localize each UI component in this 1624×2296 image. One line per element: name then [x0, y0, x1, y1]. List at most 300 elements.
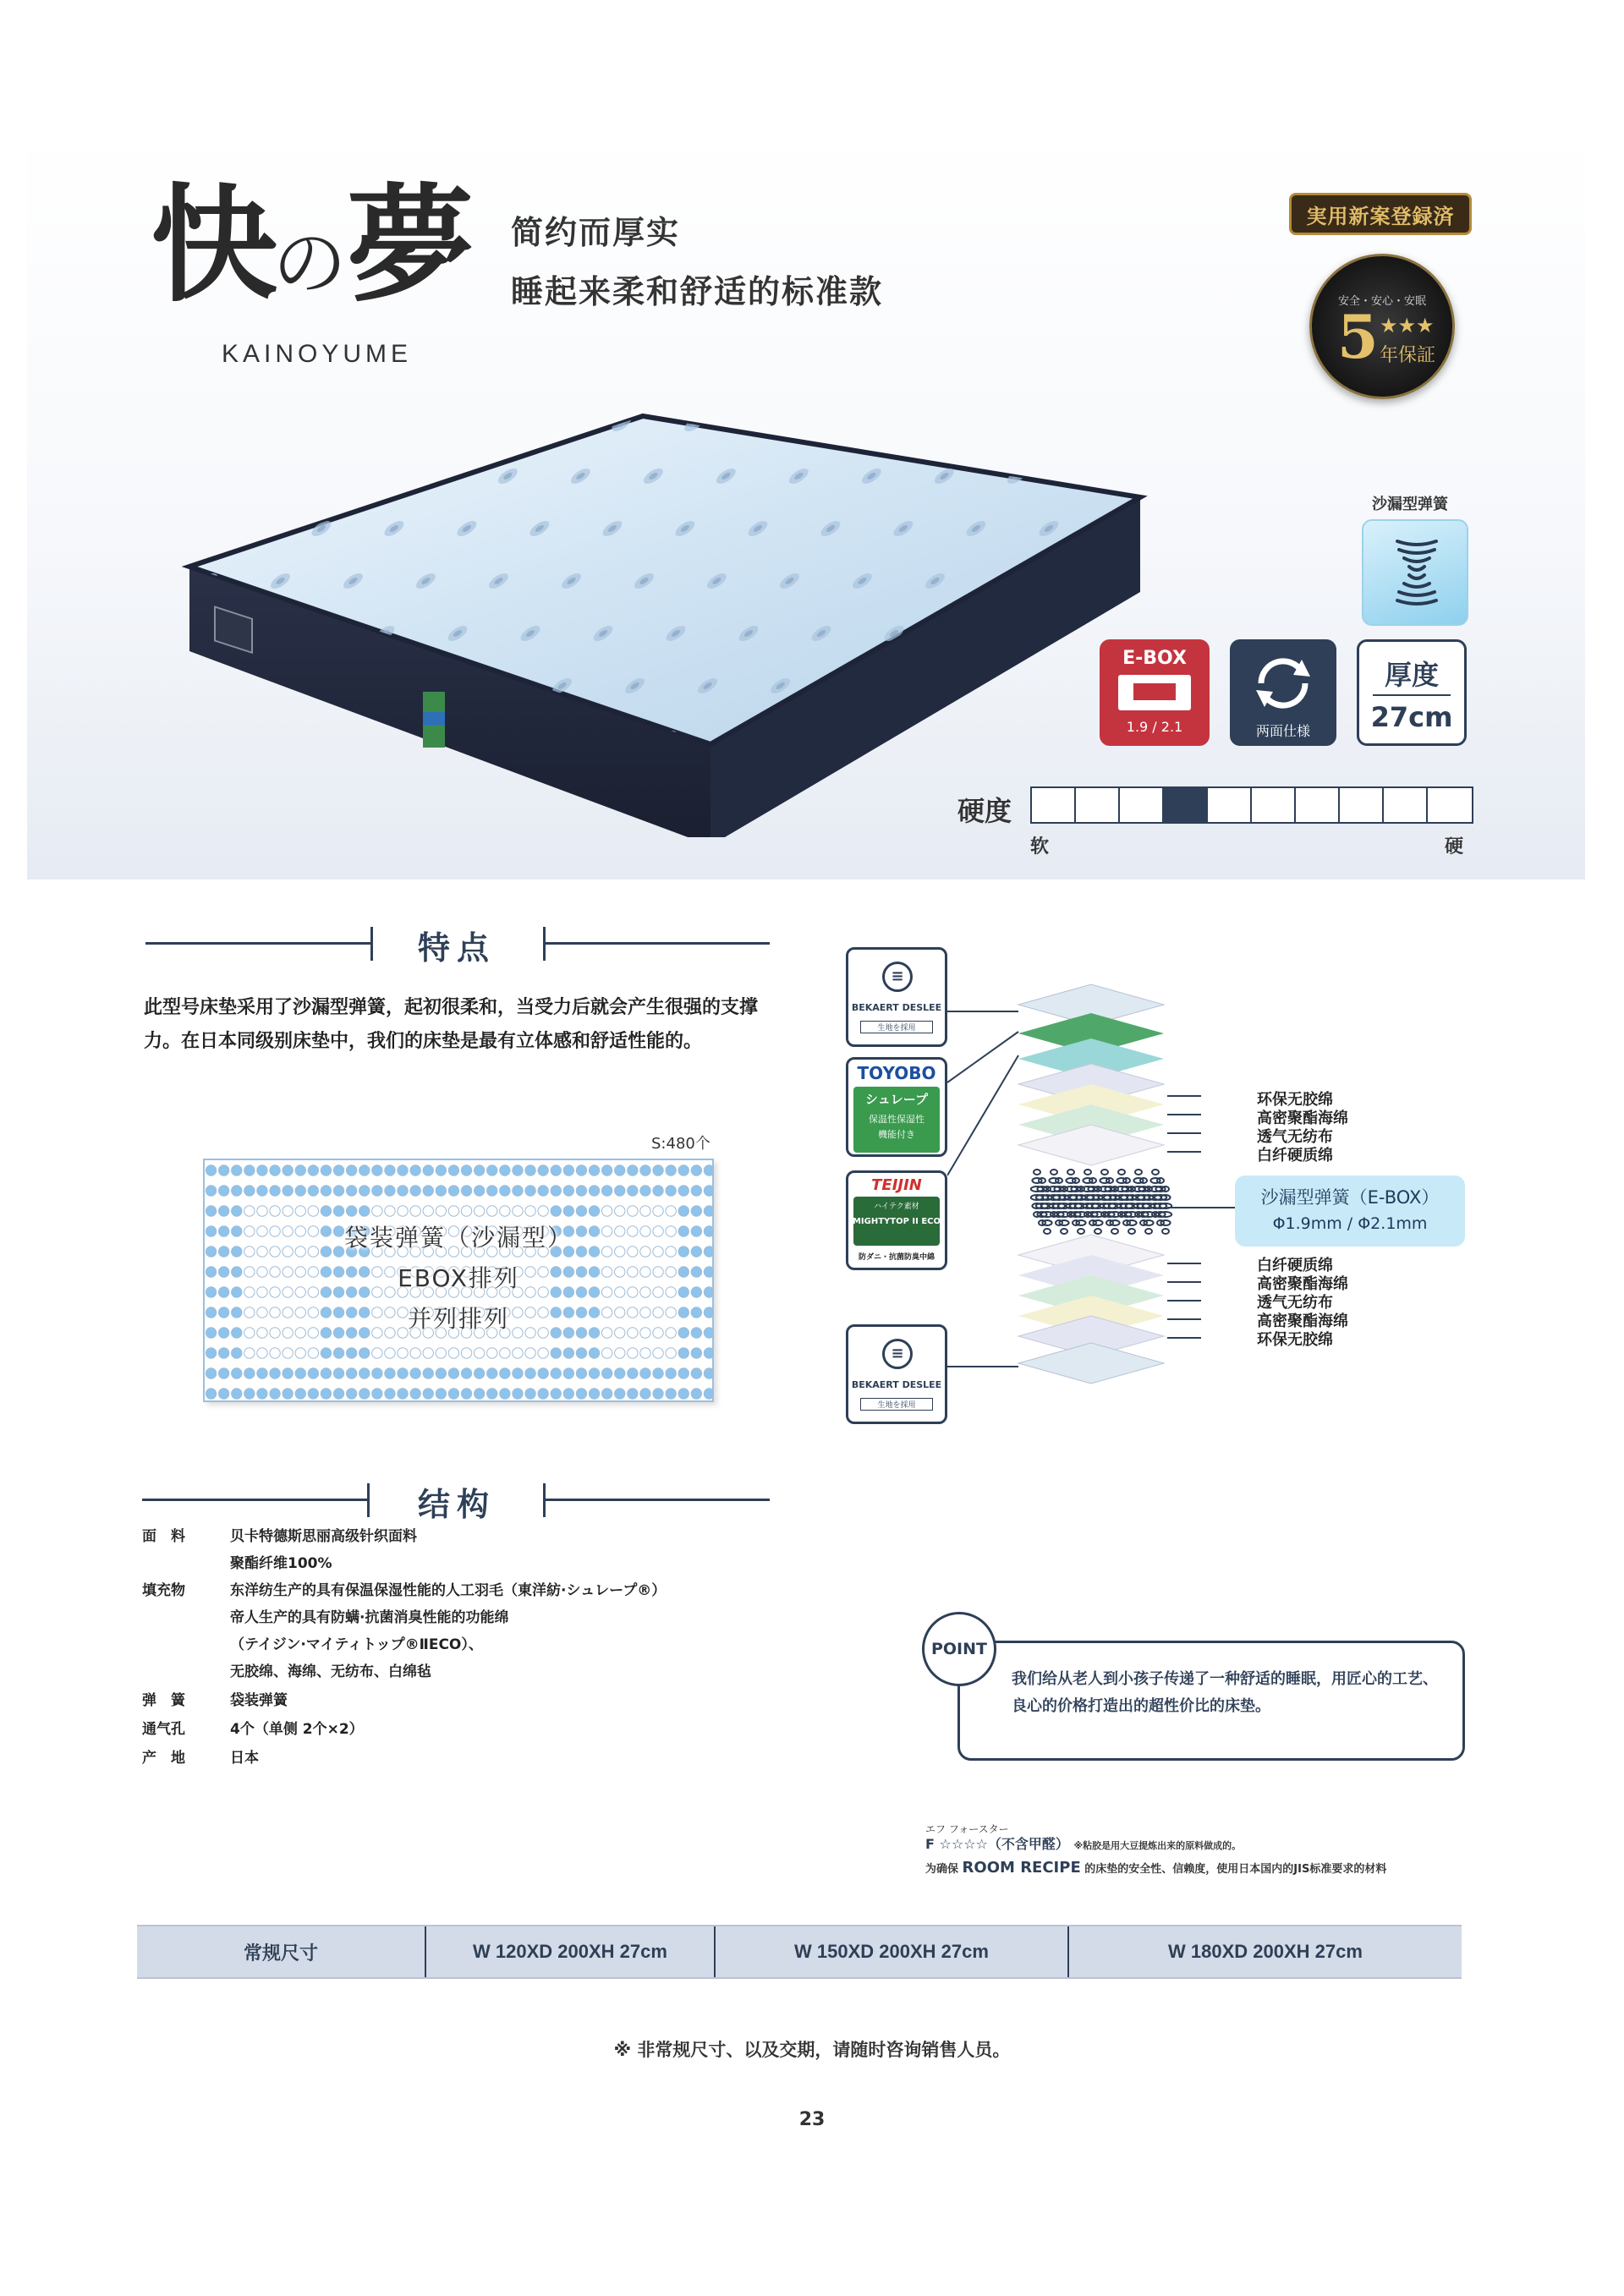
- spring-coil: [704, 1368, 714, 1378]
- spring-coil: [704, 1348, 714, 1358]
- spring-coil: [1061, 1229, 1067, 1234]
- spring-coil: [283, 1165, 293, 1175]
- spring-coil: [295, 1186, 305, 1196]
- spring-coil: [385, 1348, 395, 1358]
- spring-coil: [666, 1186, 676, 1196]
- spring-coil: [295, 1348, 305, 1358]
- spring-grid-label-3: 并列排列: [407, 1305, 509, 1333]
- spring-coil: [628, 1389, 638, 1399]
- spring-coil: [321, 1348, 331, 1358]
- spring-coil: [206, 1206, 216, 1216]
- fstar-note-suffix: 的床垫的安全性、信赖度，使用日本国内的JIS标准要求的材料: [1084, 1863, 1387, 1876]
- features-text: 此型号床垫采用了沙漏型弹簧，起初很柔和，当受力后就会产生很强的支撑力。在日本同级别床垫中，我们的床垫是最有立体感和舒适性能的。: [144, 997, 759, 1052]
- spring-coil: [1095, 1229, 1101, 1234]
- two-sided-label: 两面仕様: [1255, 723, 1310, 739]
- spring-coil: [398, 1186, 408, 1196]
- spring-coil: [359, 1165, 370, 1175]
- spring-coil: [1152, 1170, 1159, 1175]
- spring-coil: [257, 1368, 267, 1378]
- spring-coil: [474, 1186, 484, 1196]
- spring-coil: [615, 1389, 625, 1399]
- spring-coil: [474, 1206, 484, 1216]
- spring-coil: [218, 1186, 228, 1196]
- spring-coil: [1059, 1220, 1068, 1225]
- spring-coil: [576, 1206, 586, 1216]
- hardness-cell: [1120, 788, 1164, 822]
- spring-coil: [538, 1186, 548, 1196]
- spring-coil: [500, 1165, 510, 1175]
- spring-coil: [359, 1206, 370, 1216]
- spring-coil: [589, 1165, 599, 1175]
- spring-coil: [461, 1348, 471, 1358]
- spring-coil: [308, 1368, 318, 1378]
- spring-coil: [244, 1368, 255, 1378]
- spec-value: 帝人生产的具有防螨·抗菌消臭性能的功能绵: [230, 1609, 509, 1626]
- hardness-cell: [1076, 788, 1120, 822]
- rotate-arrows-icon: [1249, 649, 1317, 717]
- spring-coil: [615, 1348, 625, 1358]
- spec-key-vents: 通气孔: [142, 1721, 185, 1738]
- spec-key-spring: 弹 簧: [142, 1692, 185, 1709]
- spring-coil: [589, 1348, 599, 1358]
- ebox-title: E-BOX: [1122, 648, 1187, 669]
- spring-coil: [601, 1206, 612, 1216]
- spec-value: 东洋纺生产的具有保温保湿性能的人工羽毛（東洋紡·シュレープ®）: [230, 1582, 667, 1599]
- bekaert-top-name: BEKAERT DESLEE: [851, 1002, 942, 1013]
- spec-key-origin: 产 地: [142, 1750, 185, 1767]
- spring-coil: [678, 1186, 689, 1196]
- spring-coil: [436, 1206, 446, 1216]
- room-recipe-brand: ROOM RECIPE: [962, 1859, 1081, 1877]
- product-title-roman: KAINOYUME: [222, 340, 413, 368]
- spring-coil: [551, 1348, 561, 1358]
- hardness-cell: [1164, 788, 1208, 822]
- spec-value: 贝卡特德斯思丽高级针织面料: [230, 1528, 417, 1545]
- size-cell-120: W 120XD 200XH 27cm: [426, 1926, 716, 1977]
- spring-coil: [232, 1165, 242, 1175]
- spring-coil: [601, 1368, 612, 1378]
- spring-coil: [232, 1348, 242, 1358]
- spring-spec-title: 沙漏型弹簧（E-BOX）: [1260, 1187, 1440, 1208]
- spring-coil: [461, 1206, 471, 1216]
- spring-coil: [678, 1389, 689, 1399]
- spring-coil: [601, 1348, 612, 1358]
- spring-coil: [410, 1206, 420, 1216]
- spring-coil: [232, 1368, 242, 1378]
- spring-coil: [691, 1389, 701, 1399]
- spring-spec-size: Φ1.9mm / Φ2.1mm: [1272, 1214, 1428, 1233]
- hardness-hard-label: 硬: [1445, 836, 1464, 858]
- spring-coil: [1135, 1170, 1142, 1175]
- spring-coil: [678, 1348, 689, 1358]
- fstar-ruby: エフ フォースター: [925, 1823, 1009, 1835]
- spring-coil: [551, 1186, 561, 1196]
- spring-coil: [372, 1348, 382, 1358]
- spring-coil: [333, 1368, 343, 1378]
- spring-coil: [538, 1165, 548, 1175]
- warranty-stars: ★★★: [1380, 314, 1435, 337]
- hardness-cell: [1032, 788, 1076, 822]
- spring-coil: [423, 1368, 433, 1378]
- spring-coil: [628, 1348, 638, 1358]
- spring-coil: [704, 1206, 714, 1216]
- spring-coil: [1127, 1220, 1136, 1225]
- spec-key-filling: 填充物: [142, 1582, 185, 1599]
- spring-coil: [589, 1186, 599, 1196]
- spring-coil: [1118, 1170, 1125, 1175]
- toyobo-line2: 保温性保湿性: [869, 1114, 924, 1125]
- spring-coil: [385, 1368, 395, 1378]
- spring-coil: [206, 1186, 216, 1196]
- spring-coil: [487, 1389, 497, 1399]
- spec-value: 聚酯纤维100%: [230, 1555, 332, 1572]
- spring-coil: [551, 1368, 561, 1378]
- spring-coil: [653, 1368, 663, 1378]
- layer-bottom-5: 环保无胶绵: [1257, 1331, 1333, 1349]
- spring-coil: [538, 1348, 548, 1358]
- spring-coil: [691, 1165, 701, 1175]
- spring-coil: [615, 1368, 625, 1378]
- spring-coil: [218, 1368, 228, 1378]
- spring-coil: [601, 1186, 612, 1196]
- thickness-title: 厚度: [1384, 659, 1439, 691]
- spring-coil: [359, 1389, 370, 1399]
- spring-coil: [576, 1186, 586, 1196]
- spring-coil: [513, 1165, 523, 1175]
- hardness-cell: [1296, 788, 1340, 822]
- spring-coil: [461, 1389, 471, 1399]
- spring-coil: [218, 1348, 228, 1358]
- spring-coil: [461, 1368, 471, 1378]
- spring-coil: [346, 1348, 356, 1358]
- toyobo-name: TOYOBO: [857, 1063, 936, 1083]
- spring-coil: [653, 1165, 663, 1175]
- registration-badge: 実用新案登録済: [1289, 193, 1472, 235]
- spring-coil: [666, 1368, 676, 1378]
- spring-coil: [704, 1186, 714, 1196]
- spring-coil: [653, 1186, 663, 1196]
- spring-coil: [691, 1368, 701, 1378]
- footnote: ※ 非常规尺寸、以及交期，请随时咨询销售人员。: [613, 2040, 1011, 2060]
- spec-key-fabric: 面 料: [142, 1528, 185, 1545]
- spring-coil: [359, 1368, 370, 1378]
- spring-coil: [551, 1165, 561, 1175]
- spring-count: S:480个: [651, 1135, 710, 1153]
- spring-coil: [308, 1348, 318, 1358]
- structure-title: 结构: [418, 1486, 497, 1523]
- spring-coil: [206, 1389, 216, 1399]
- spec-value: 4个（单侧 2个×2）: [230, 1721, 364, 1738]
- spring-coil: [1144, 1220, 1153, 1225]
- hardness-soft-label: 软: [1030, 836, 1050, 858]
- tagline-2: 睡起来柔和舒适的标准款: [511, 273, 884, 310]
- spring-coil: [218, 1389, 228, 1399]
- spring-coil: [678, 1165, 689, 1175]
- spring-coil: [576, 1389, 586, 1399]
- warranty-text: 年保証: [1380, 345, 1436, 366]
- spring-coil: [1067, 1170, 1074, 1175]
- spring-coil: [563, 1165, 573, 1175]
- spec-value: 日本: [230, 1750, 259, 1767]
- two-sided-icon: [1230, 639, 1336, 746]
- toyobo-line1: シュレープ: [865, 1092, 928, 1107]
- spring-coil: [385, 1186, 395, 1196]
- spring-coil: [308, 1389, 318, 1399]
- page-number: 23: [798, 2109, 826, 2130]
- spring-coil: [206, 1348, 216, 1358]
- spring-coil: [666, 1389, 676, 1399]
- warranty-number: 5: [1337, 302, 1379, 372]
- spring-coil: [628, 1165, 638, 1175]
- spring-coil: [218, 1165, 228, 1175]
- spring-coil: [270, 1368, 280, 1378]
- bekaert-logo-icon: ≡: [882, 962, 913, 992]
- spring-coil: [270, 1348, 280, 1358]
- spring-coil: [589, 1206, 599, 1216]
- bekaert-top-sub: 生地を採用: [860, 1021, 933, 1033]
- spring-coil: [487, 1348, 497, 1358]
- spring-coil: [487, 1165, 497, 1175]
- spring-coil: [448, 1368, 458, 1378]
- spring-coil: [474, 1165, 484, 1175]
- layer-top-3: 透气无纺布: [1257, 1128, 1333, 1146]
- spring-coil: [372, 1206, 382, 1216]
- spring-coil: [1145, 1229, 1152, 1234]
- spring-coil: [1076, 1220, 1085, 1225]
- spring-coil: [232, 1389, 242, 1399]
- spring-coil: [513, 1348, 523, 1358]
- spring-coil: [525, 1368, 535, 1378]
- ebox-bed-icon: [1118, 675, 1191, 710]
- spring-coil: [474, 1348, 484, 1358]
- spring-coil: [500, 1186, 510, 1196]
- spring-layout-diagram: [203, 1159, 714, 1402]
- spring-coil: [232, 1186, 242, 1196]
- size-header: 常规尺寸: [137, 1926, 426, 1977]
- spring-coil: [372, 1389, 382, 1399]
- spec-value: （テイジン·マイティトップ®ⅡECO）、: [230, 1636, 483, 1653]
- spring-coil: [359, 1348, 370, 1358]
- spring-coil: [513, 1206, 523, 1216]
- spring-coil: [589, 1368, 599, 1378]
- spring-coil: [295, 1368, 305, 1378]
- thickness-value: 27cm: [1370, 701, 1453, 733]
- spring-coil: [1044, 1229, 1051, 1234]
- spring-coil: [589, 1389, 599, 1399]
- spring-coil: [333, 1206, 343, 1216]
- spring-coil: [410, 1186, 420, 1196]
- layer-bottom-2: 高密聚酯海绵: [1257, 1275, 1348, 1293]
- spring-coil: [474, 1368, 484, 1378]
- point-badge: POINT: [922, 1612, 996, 1686]
- spring-coil: [704, 1389, 714, 1399]
- spring-coil: [691, 1186, 701, 1196]
- ebox-icon: [1100, 639, 1210, 746]
- spring-coil: [270, 1206, 280, 1216]
- hardness-cell: [1252, 788, 1296, 822]
- layer-bottom-3: 透气无纺布: [1257, 1294, 1333, 1312]
- spring-spec-tag: [1235, 1175, 1465, 1247]
- hourglass-spring-icon: [1362, 519, 1468, 626]
- spring-coil: [1093, 1220, 1102, 1225]
- teijin-line3: 防ダニ・抗菌防臭中綿: [858, 1253, 935, 1262]
- spring-coil: [423, 1186, 433, 1196]
- spring-coil: [283, 1186, 293, 1196]
- spring-coil: [346, 1186, 356, 1196]
- spring-coil: [436, 1389, 446, 1399]
- spring-coil: [576, 1348, 586, 1358]
- spring-coil: [525, 1389, 535, 1399]
- spring-coil: [525, 1348, 535, 1358]
- spring-coil: [257, 1186, 267, 1196]
- spring-coil: [500, 1389, 510, 1399]
- point-text: 我们给从老人到小孩子传递了一种舒适的睡眠，用匠心的工艺、良心的价格打造出的超性价比的床垫。: [1012, 1670, 1438, 1715]
- spring-coil: [1162, 1229, 1169, 1234]
- bekaert-bottom-name: BEKAERT DESLEE: [851, 1379, 942, 1390]
- spring-coil: [436, 1348, 446, 1358]
- spring-coil: [206, 1165, 216, 1175]
- spring-coil: [500, 1368, 510, 1378]
- spring-coil: [653, 1389, 663, 1399]
- spring-coil: [653, 1206, 663, 1216]
- spring-coil: [321, 1368, 331, 1378]
- spring-coil: [283, 1348, 293, 1358]
- ebox-sub: 1.9 / 2.1: [1126, 719, 1183, 735]
- spring-coil: [461, 1186, 471, 1196]
- spring-coil: [410, 1368, 420, 1378]
- spring-coil: [423, 1165, 433, 1175]
- spring-coil: [244, 1206, 255, 1216]
- spring-coil: [1078, 1229, 1084, 1234]
- layer-bottom-1: 白纤硬质绵: [1257, 1257, 1333, 1274]
- spring-coil: [640, 1206, 650, 1216]
- spring-coil: [538, 1389, 548, 1399]
- spring-coil: [513, 1186, 523, 1196]
- spring-coil: [436, 1186, 446, 1196]
- spring-coil: [1128, 1229, 1135, 1234]
- spring-coil: [398, 1206, 408, 1216]
- spring-coil: [601, 1165, 612, 1175]
- spring-coil: [333, 1186, 343, 1196]
- spring-coil: [283, 1389, 293, 1399]
- spring-coil: [270, 1186, 280, 1196]
- spring-coil: [576, 1368, 586, 1378]
- spring-coil: [321, 1389, 331, 1399]
- spring-coil: [538, 1206, 548, 1216]
- spring-coil: [423, 1348, 433, 1358]
- spring-coil: [410, 1348, 420, 1358]
- spring-coil: [385, 1206, 395, 1216]
- spring-coil: [398, 1348, 408, 1358]
- teijin-line2: MIGHTYTOP II ECO: [852, 1217, 941, 1226]
- spring-coil: [691, 1206, 701, 1216]
- spring-coil: [628, 1368, 638, 1378]
- spring-coil: [359, 1186, 370, 1196]
- brand-bekaert-bottom: [846, 1324, 947, 1424]
- spring-coil: [372, 1368, 382, 1378]
- spring-coil: [448, 1348, 458, 1358]
- spec-value: 袋装弹簧: [230, 1692, 288, 1709]
- fstar-rating-value: F ☆☆☆☆（不含甲醛）: [925, 1836, 1069, 1852]
- hardness-cell: [1428, 788, 1472, 822]
- spring-coil: [678, 1368, 689, 1378]
- spring-coil: [691, 1348, 701, 1358]
- spring-coil: [385, 1165, 395, 1175]
- brand-toyobo: [846, 1057, 947, 1157]
- spring-coil: [563, 1389, 573, 1399]
- layer-top-2: 高密聚酯海绵: [1257, 1110, 1348, 1127]
- spring-coil: [666, 1348, 676, 1358]
- spring-coil: [653, 1348, 663, 1358]
- spring-coil: [398, 1165, 408, 1175]
- spring-coil: [513, 1368, 523, 1378]
- spring-coil: [525, 1206, 535, 1216]
- brand-teijin: [846, 1170, 947, 1270]
- hardness-scale: [1030, 786, 1473, 824]
- spring-coil: [704, 1165, 714, 1175]
- layer-bottom-4: 高密聚酯海绵: [1257, 1312, 1348, 1330]
- spring-coil: [474, 1389, 484, 1399]
- bekaert-logo-icon: ≡: [882, 1339, 913, 1369]
- spec-value: 无胶绵、海绵、无纺布、白绵毡: [230, 1663, 431, 1680]
- fstar-rating: [925, 1833, 1241, 1853]
- spring-coil: [372, 1186, 382, 1196]
- spring-coil: [398, 1389, 408, 1399]
- spring-coil: [295, 1165, 305, 1175]
- spring-coil: [321, 1186, 331, 1196]
- warranty-seal: [1309, 254, 1455, 399]
- spring-coil: [257, 1206, 267, 1216]
- spring-coil: [232, 1206, 242, 1216]
- spring-grid-label-2: EBOX排列: [398, 1264, 519, 1292]
- spring-coil: [257, 1165, 267, 1175]
- spring-coil: [576, 1165, 586, 1175]
- spring-coil: [333, 1389, 343, 1399]
- size-cell-180: W 180XD 200XH 27cm: [1168, 1941, 1363, 1962]
- spring-coil: [640, 1389, 650, 1399]
- thickness-badge: [1357, 639, 1467, 746]
- toyobo-line3: 機能付き: [878, 1129, 915, 1140]
- spring-coil: [423, 1206, 433, 1216]
- warranty-top-text: 安全・安心・安眠: [1337, 295, 1426, 308]
- spring-coil: [308, 1186, 318, 1196]
- bekaert-bottom-sub: 生地を採用: [860, 1398, 933, 1411]
- spring-coil: [295, 1206, 305, 1216]
- spring-coil: [640, 1368, 650, 1378]
- spring-coil: [410, 1165, 420, 1175]
- spring-coil: [346, 1165, 356, 1175]
- hardness-label: 硬度: [957, 795, 1012, 827]
- spring-coil: [257, 1389, 267, 1399]
- spring-coil: [283, 1206, 293, 1216]
- spring-coil: [487, 1368, 497, 1378]
- spring-coil: [538, 1368, 548, 1378]
- spring-type-label: 沙漏型弹簧: [1372, 496, 1448, 513]
- hardness-cell: [1384, 788, 1428, 822]
- spring-coil: [346, 1206, 356, 1216]
- spring-coil: [244, 1165, 255, 1175]
- spring-coil: [487, 1206, 497, 1216]
- spring-coil: [500, 1206, 510, 1216]
- spring-coil: [500, 1348, 510, 1358]
- teijin-line1: ハイテク素材: [874, 1203, 919, 1211]
- hardness-cell: [1208, 788, 1252, 822]
- fstar-note: [925, 1859, 1386, 1877]
- spring-coil: [640, 1348, 650, 1358]
- spring-coil: [513, 1389, 523, 1399]
- layer-top-4: 白纤硬质绵: [1257, 1147, 1333, 1164]
- spring-coil: [448, 1389, 458, 1399]
